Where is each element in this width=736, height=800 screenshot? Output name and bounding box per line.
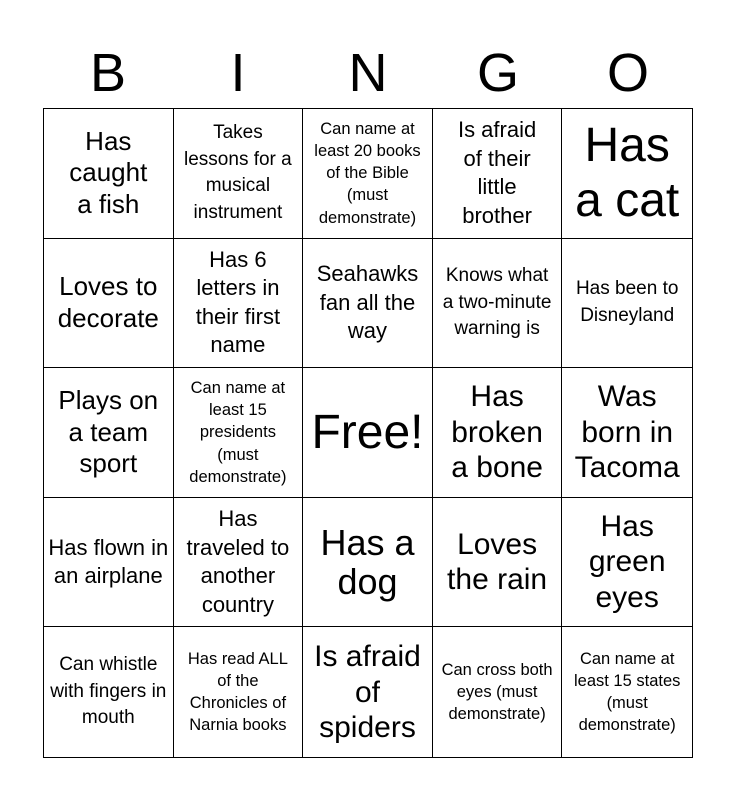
cell-text: Has been to Disneyland bbox=[575, 278, 679, 326]
cell-text: Can name at least 15 presidents (must demonstrate) bbox=[189, 378, 287, 486]
bingo-cell-r1c5[interactable] bbox=[562, 109, 692, 239]
bingo-cell-r1c4[interactable] bbox=[433, 109, 563, 239]
cell-text: Can cross both eyes (must demonstrate) bbox=[441, 660, 553, 724]
cell-text: Can name at least 20 books of the Bible (must demonstrate) bbox=[314, 119, 421, 227]
bingo-cell-r4c4[interactable] bbox=[433, 498, 563, 628]
bingo-cell-r3c2[interactable] bbox=[174, 368, 304, 498]
header-letter-i: I bbox=[230, 43, 246, 103]
bingo-board bbox=[43, 108, 693, 758]
cell-text: Has traveled to another country bbox=[186, 505, 290, 617]
bingo-cell-r5c1[interactable] bbox=[44, 627, 174, 757]
bingo-cell-r5c5[interactable] bbox=[562, 627, 692, 757]
bingo-cell-r2c2[interactable] bbox=[174, 239, 304, 369]
cell-text: Has caught a fish bbox=[69, 125, 148, 220]
bingo-cell-r4c2[interactable] bbox=[174, 498, 304, 628]
cell-text: Loves the rain bbox=[447, 527, 548, 597]
cell-text: Has a dog bbox=[320, 521, 415, 603]
bingo-cell-r3c4[interactable] bbox=[433, 368, 563, 498]
cell-text: Has green eyes bbox=[588, 510, 666, 614]
cell-text: Was born in Tacoma bbox=[574, 380, 680, 485]
cell-text: Has flown in an airplane bbox=[48, 534, 169, 589]
cell-text: Has a cat bbox=[575, 119, 680, 228]
header-letter-o: O bbox=[606, 43, 649, 103]
cell-text: Takes lessons for a musical instrument bbox=[184, 122, 292, 223]
bingo-cell-r4c1[interactable] bbox=[44, 498, 174, 628]
cell-text: Has read ALL of the Chronicles of Narnia books bbox=[187, 649, 288, 735]
cell-text: Loves to decorate bbox=[57, 271, 159, 333]
cell-text: Can name at least 15 states (must demonstrate) bbox=[573, 649, 681, 735]
cell-text: Has 6 letters in their first name bbox=[195, 246, 281, 358]
cell-text: Seahawks fan all the way bbox=[316, 261, 419, 344]
bingo-cell-r3c5[interactable] bbox=[562, 368, 692, 498]
bingo-header bbox=[43, 38, 693, 108]
bingo-cell-r5c3[interactable] bbox=[303, 627, 433, 757]
header-letter-g: G bbox=[476, 43, 519, 103]
header-letter-n: N bbox=[348, 43, 388, 103]
bingo-cell-r1c3[interactable] bbox=[303, 109, 433, 239]
bingo-cell-r5c2[interactable] bbox=[174, 627, 304, 757]
bingo-cell-r4c5[interactable] bbox=[562, 498, 692, 628]
cell-text: Is afraid of spiders bbox=[314, 640, 421, 744]
bingo-cell-r3c1[interactable] bbox=[44, 368, 174, 498]
bingo-cell-r4c3[interactable] bbox=[303, 498, 433, 628]
bingo-cell-r2c3[interactable] bbox=[303, 239, 433, 369]
bingo-cell-r2c5[interactable] bbox=[562, 239, 692, 369]
bingo-cell-r1c1[interactable] bbox=[44, 109, 174, 239]
cell-text: Knows what a two-minute warning is bbox=[442, 265, 552, 340]
cell-text: Plays on a team sport bbox=[58, 384, 159, 479]
bingo-cell-r3c3[interactable] bbox=[303, 368, 433, 498]
cell-text: Has broken a bone bbox=[451, 380, 543, 485]
bingo-cell-r2c4[interactable] bbox=[433, 239, 563, 369]
header-letter-b: B bbox=[89, 43, 127, 103]
bingo-cell-r1c2[interactable] bbox=[174, 109, 304, 239]
cell-text: Can whistle with fingers in mouth bbox=[50, 654, 167, 729]
cell-text: Is afraid of their little brother bbox=[457, 117, 537, 228]
bingo-cell-r5c4[interactable] bbox=[433, 627, 563, 757]
cell-text: Free! bbox=[311, 405, 424, 459]
bingo-cell-r2c1[interactable] bbox=[44, 239, 174, 369]
